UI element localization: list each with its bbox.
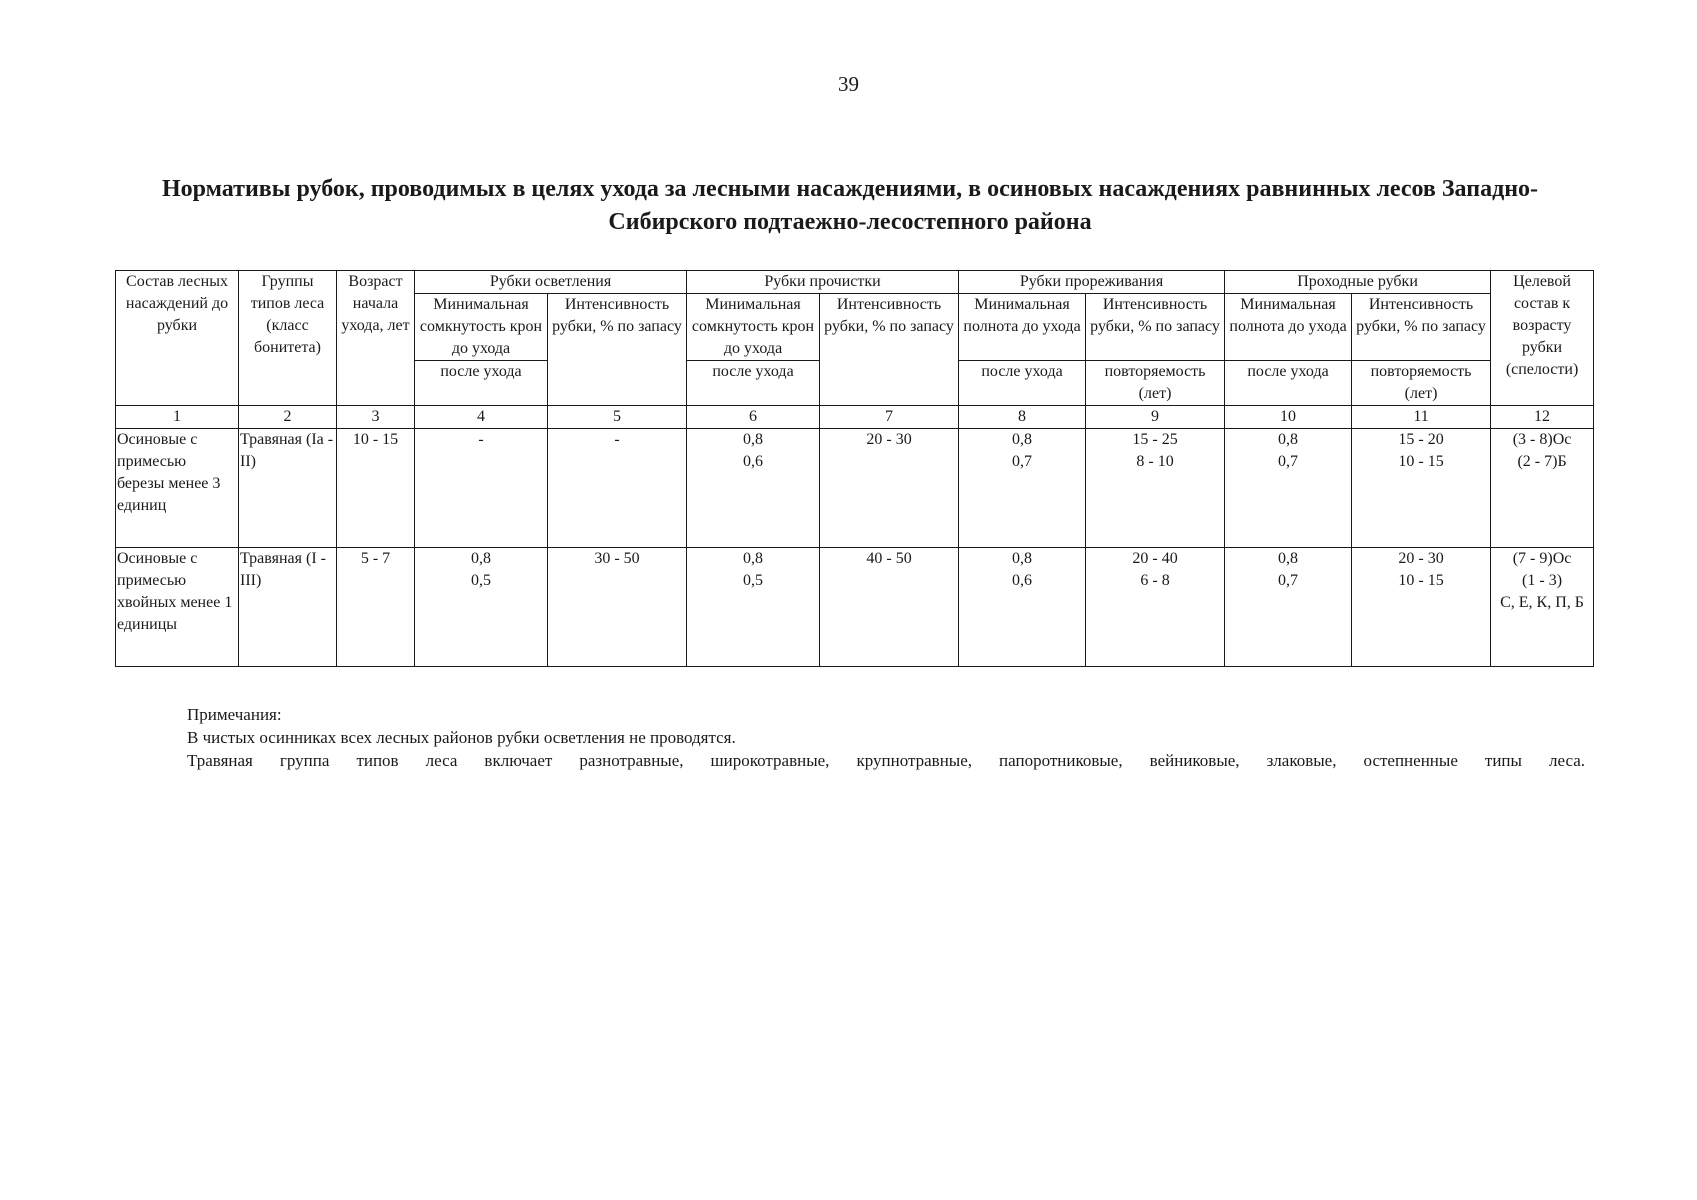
- column-number: 9: [1086, 406, 1225, 429]
- header-row-groups: [116, 271, 1594, 294]
- page-number: 39: [838, 72, 859, 96]
- header-passage-repeatability: повторяемость (лет): [1352, 361, 1491, 406]
- header-group-cleaning: Рубки прочистки: [687, 271, 959, 294]
- header-cleaning-after-care: после ухода: [687, 361, 820, 406]
- cell-composition: Осиновые с примесью березы менее 3 единиц: [116, 429, 239, 548]
- column-number: 11: [1352, 406, 1491, 429]
- cell-thinning-intensity: 15 - 25 8 - 10: [1086, 429, 1225, 548]
- header-group-passage: Проходные рубки: [1225, 271, 1491, 294]
- note-item: Травяная группа типов леса включает разнотравные, широкотравные, крупнотравные, папоротниковые, вейниковые, злаковые, остепненные типы леса.: [187, 751, 1585, 770]
- cell-lightening-intensity: 30 - 50: [548, 548, 687, 667]
- cell-passage-min-density: 0,8 0,7: [1225, 429, 1352, 548]
- column-number: 2: [239, 406, 337, 429]
- column-number: 1: [116, 406, 239, 429]
- cell-lightening-min-closure: -: [415, 429, 548, 548]
- header-group-thinning: Рубки прореживания: [959, 271, 1225, 294]
- header-composition: Состав лесных насаждений до рубки: [116, 271, 239, 406]
- table-row: [116, 548, 1594, 667]
- cell-start-age: 10 - 15: [337, 429, 415, 548]
- header-target-composition: Целевой состав к возрасту рубки (спелости): [1491, 271, 1594, 406]
- column-number: 12: [1491, 406, 1594, 429]
- cell-composition: Осиновые с примесью хвойных менее 1 единицы: [116, 548, 239, 667]
- header-group-lightening: Рубки осветления: [415, 271, 687, 294]
- cell-target-composition: (3 - 8)Ос (2 - 7)Б: [1491, 429, 1594, 548]
- header-start-age: Возраст начала ухода, лет: [337, 271, 415, 406]
- header-forest-type-groups: Группы типов леса (класс бонитета): [239, 271, 337, 406]
- cell-lightening-intensity: -: [548, 429, 687, 548]
- column-number-row: [116, 406, 1594, 429]
- cell-cleaning-intensity: 20 - 30: [820, 429, 959, 548]
- header-cleaning-min-closure: Минимальная сомкнутость крон до ухода: [687, 294, 820, 361]
- cell-start-age: 5 - 7: [337, 548, 415, 667]
- header-thinning-intensity: Интенсивность рубки, % по запасу: [1086, 294, 1225, 361]
- cell-thinning-intensity: 20 - 40 6 - 8: [1086, 548, 1225, 667]
- header-thinning-repeatability: повторяемость (лет): [1086, 361, 1225, 406]
- note-item: В чистых осинниках всех лесных районов рубки осветления не проводятся.: [187, 728, 736, 747]
- document-title: Нормативы рубок, проводимых в целях ухода за лесными насаждениями, в осиновых насаждениях равнинных лесов Западно-Сибирского подтаежно-лесостепного района: [161, 176, 1539, 235]
- column-number: 4: [415, 406, 548, 429]
- cell-passage-min-density: 0,8 0,7: [1225, 548, 1352, 667]
- header-passage-intensity: Интенсивность рубки, % по запасу: [1352, 294, 1491, 361]
- header-passage-after-care: после ухода: [1225, 361, 1352, 406]
- header-passage-min-density: Минимальная полнота до ухода: [1225, 294, 1352, 361]
- cell-target-composition: (7 - 9)Ос (1 - 3) С, Е, К, П, Б: [1491, 548, 1594, 667]
- header-lightening-min-closure: Минимальная сомкнутость крон до ухода: [415, 294, 548, 361]
- header-cleaning-intensity: Интенсивность рубки, % по запасу: [820, 294, 959, 406]
- header-lightening-after-care: после ухода: [415, 361, 548, 406]
- cell-thinning-min-density: 0,8 0,6: [959, 548, 1086, 667]
- norms-table: [115, 270, 1594, 667]
- notes-block: [187, 703, 1585, 772]
- cell-cleaning-min-closure: 0,8 0,6: [687, 429, 820, 548]
- header-thinning-min-density: Минимальная полнота до ухода: [959, 294, 1086, 361]
- cell-passage-intensity: 15 - 20 10 - 15: [1352, 429, 1491, 548]
- table-row: [116, 429, 1594, 548]
- cell-thinning-min-density: 0,8 0,7: [959, 429, 1086, 548]
- column-number: 6: [687, 406, 820, 429]
- header-thinning-after-care: после ухода: [959, 361, 1086, 406]
- column-number: 5: [548, 406, 687, 429]
- column-number: 10: [1225, 406, 1352, 429]
- cell-cleaning-intensity: 40 - 50: [820, 548, 959, 667]
- notes-heading: Примечания:: [187, 705, 282, 724]
- cell-cleaning-min-closure: 0,8 0,5: [687, 548, 820, 667]
- cell-forest-type-group: Травяная (Iа - II): [239, 429, 337, 548]
- header-lightening-intensity: Интенсивность рубки, % по запасу: [548, 294, 687, 406]
- cell-forest-type-group: Травяная (I - III): [239, 548, 337, 667]
- column-number: 8: [959, 406, 1086, 429]
- cell-passage-intensity: 20 - 30 10 - 15: [1352, 548, 1491, 667]
- cell-lightening-min-closure: 0,8 0,5: [415, 548, 548, 667]
- column-number: 3: [337, 406, 415, 429]
- column-number: 7: [820, 406, 959, 429]
